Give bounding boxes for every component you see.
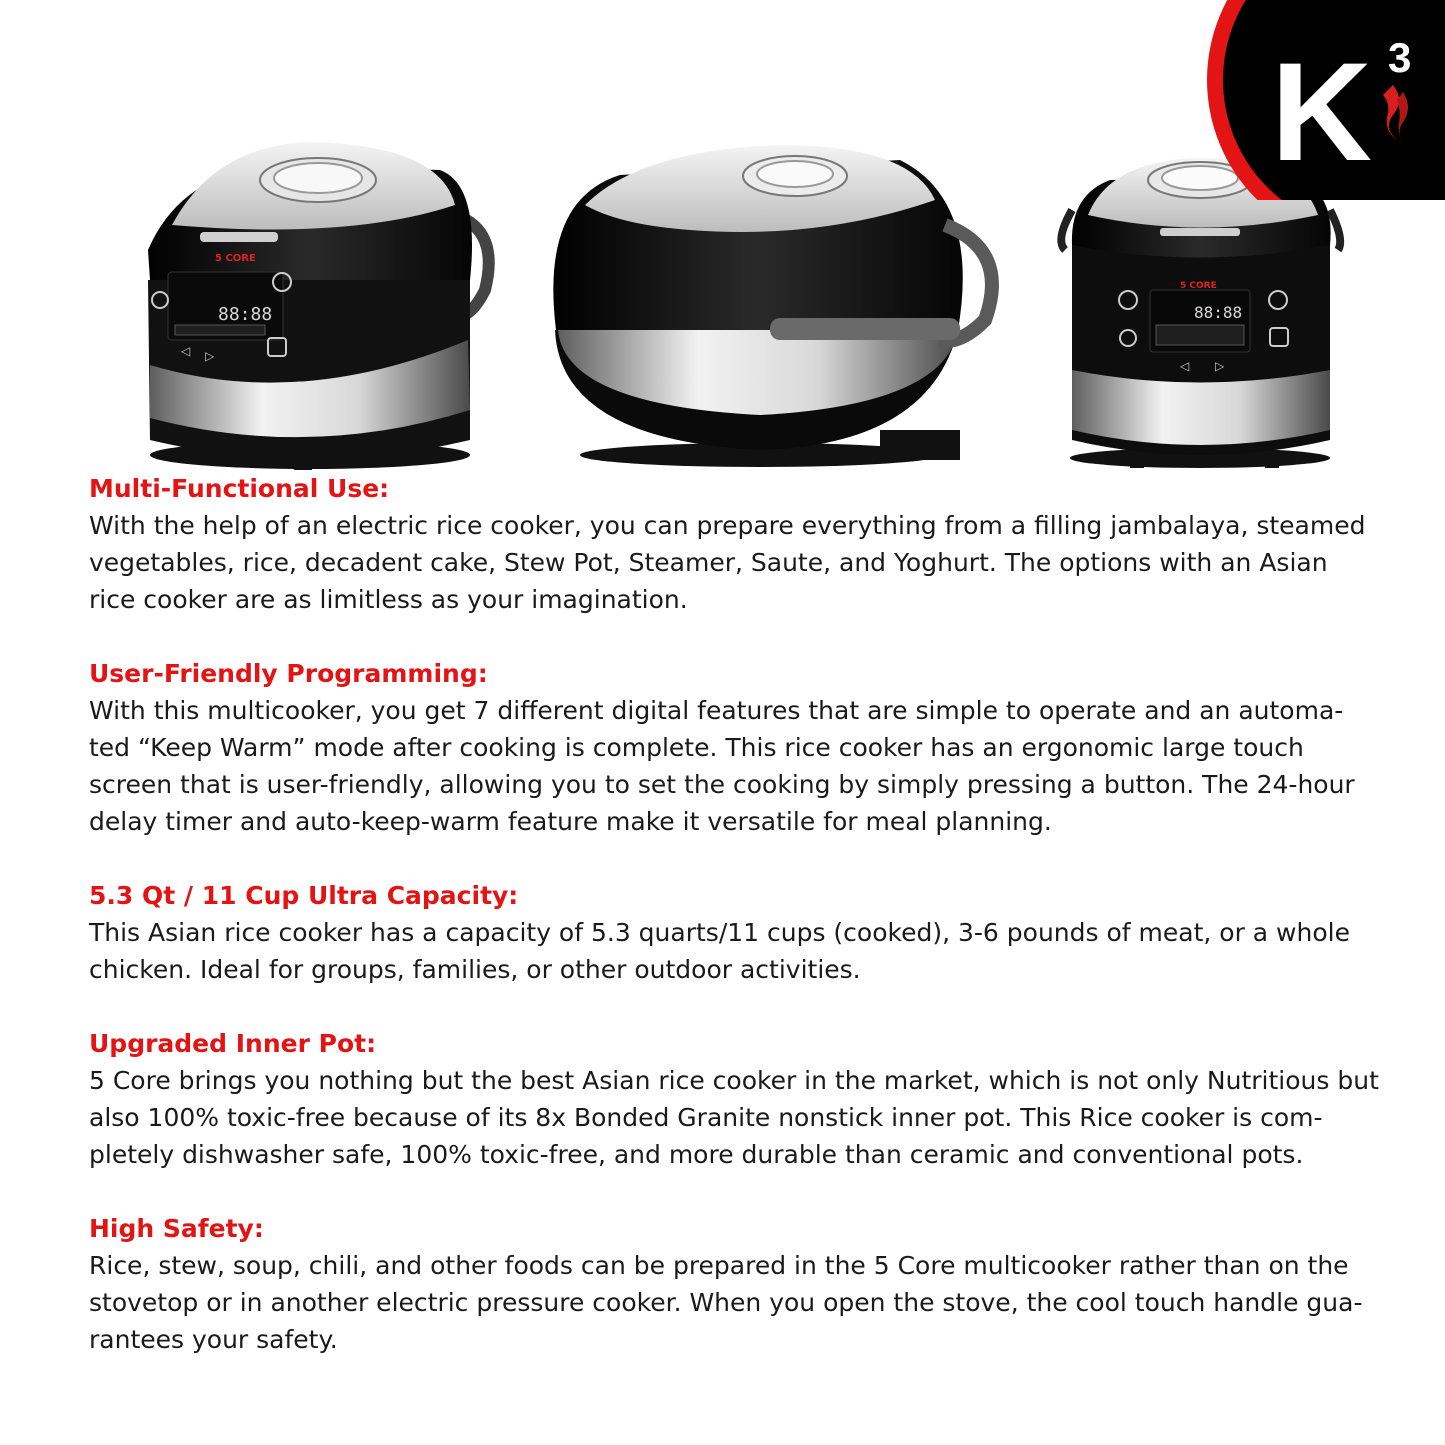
section-body: 5 Core brings you nothing but the best Asian rice cooker in the market, which is not only Nutritious but also 100% toxic-free because of its 8x Bonded Granite nonstick inner pot. This Rice cooker is com-pletely dishwasher safe, 100% toxic-free, and more durable than ceramic and conventional pots. [89, 1066, 1379, 1169]
rice-cooker-front-left-image [148, 142, 489, 470]
svg-text:88:88: 88:88 [1194, 303, 1243, 322]
feature-section-safety [89, 1210, 1379, 1358]
feature-section-multi-functional [89, 470, 1379, 618]
svg-text:◁: ◁ [181, 344, 191, 358]
rice-cooker-side-image [553, 145, 992, 467]
svg-text:▷: ▷ [1215, 359, 1225, 373]
section-body: With this multicooker, you get 7 different digital features that are simple to operate and an automa-ted “Keep Warm” mode after cooking is complete. This rice cooker has an ergonomic large touch screen that is user-friendly, allowing you to set the cooking by simply pressing a button. The 24-hour delay timer and auto-keep-warm feature make it versatile for meal planning. [89, 696, 1355, 836]
rice-cooker-front-image [1061, 158, 1340, 468]
section-body: Rice, stew, soup, chili, and other foods can be prepared in the 5 Core multicooker rather than on the stovetop or in another electric pressure cooker. When you open the stove, the cool touch handle gua-rantees your safety. [89, 1251, 1363, 1354]
svg-text:5 CORE: 5 CORE [215, 253, 256, 264]
section-heading: 5.3 Qt / 11 Cup Ultra Capacity: [89, 881, 519, 910]
lcd-display: 88:88 [218, 304, 273, 325]
section-body: With the help of an electric rice cooker, you can prepare everything from a filling jambalaya, steamed vegetables, rice, decadent cake, Stew Pot, Steamer, Saute, and Yoghurt. The options with an Asian rice cooker are as limitless as your imagination. [89, 511, 1366, 614]
feature-section-capacity [89, 877, 1379, 988]
section-heading: User-Friendly Programming: [89, 659, 488, 688]
brand-logo [1205, 0, 1445, 200]
section-heading: High Safety: [89, 1214, 264, 1243]
section-heading: Upgraded Inner Pot: [89, 1029, 377, 1058]
svg-text:◁: ◁ [1180, 359, 1190, 373]
logo-superscript: 3 [1388, 34, 1412, 81]
logo-letter: K [1271, 33, 1373, 190]
section-heading: Multi-Functional Use: [89, 474, 390, 503]
svg-text:▷: ▷ [205, 349, 215, 363]
svg-text:5 CORE: 5 CORE [1180, 281, 1217, 291]
feature-list [89, 470, 1379, 1395]
feature-section-programming [89, 655, 1379, 840]
section-body: This Asian rice cooker has a capacity of 5.3 quarts/11 cups (cooked), 3-6 pounds of meat, or a whole chicken. Ideal for groups, families, or other outdoor activities. [89, 918, 1350, 984]
feature-section-inner-pot [89, 1025, 1379, 1173]
